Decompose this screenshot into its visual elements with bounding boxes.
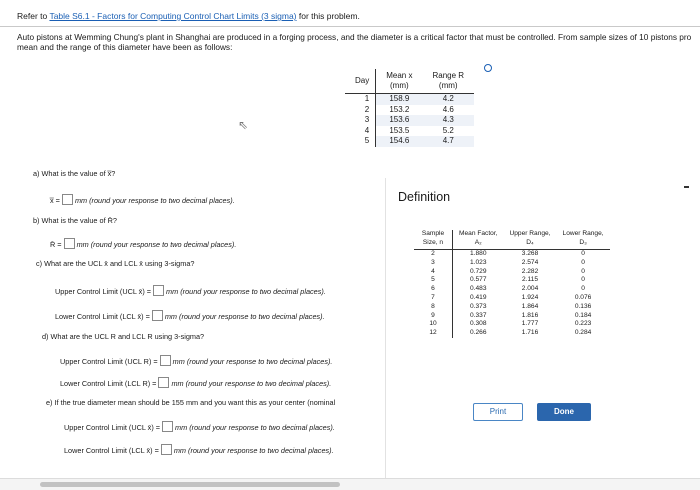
table-row: 2 153.2 4.6 [345, 105, 474, 116]
ucl-nominal-input[interactable] [162, 421, 173, 432]
definition-title: Definition [398, 190, 451, 204]
table-row: 4 0.729 2.282 0 [414, 268, 610, 277]
table-row: 7 0.419 1.924 0.076 [414, 294, 610, 303]
answer-a-row: x̿ = mm (round your response to two decimal places). [50, 196, 235, 205]
table-row: 5 154.6 4.7 [345, 136, 474, 147]
table-row: 8 0.373 1.864 0.136 [414, 303, 610, 312]
piston-data-table [345, 69, 474, 147]
table-row: 4 153.5 5.2 [345, 126, 474, 137]
print-button[interactable]: Print [473, 403, 523, 421]
answer-b-row: R̄ = mm (round your response to two decimal places). [50, 240, 237, 249]
minimize-icon[interactable] [684, 186, 689, 188]
question-b: b) What is the value of R̄? [33, 216, 117, 225]
answer-d-lcl-row: Lower Control Limit (LCL R) = mm (round your response to two decimal places). [60, 379, 332, 388]
answer-c-lcl-row: Lower Control Limit (LCL x̄) = mm (round your response to two decimal places). [55, 312, 325, 321]
mean-factor-header: Mean Factor, A₂ [453, 230, 504, 250]
lcl-r-input[interactable] [158, 377, 169, 388]
table-row: 3 1.023 2.574 0 [414, 259, 610, 268]
ucl-r-input[interactable] [160, 355, 171, 366]
question-d: d) What are the UCL R and LCL R using 3-sigma? [42, 332, 205, 341]
table-row: 5 0.577 2.115 0 [414, 276, 610, 285]
answer-e-ucl-row: Upper Control Limit (UCL x̄) = mm (round your response to two decimal places). [64, 423, 335, 432]
answer-c-ucl-row: Upper Control Limit (UCL x̄) = mm (round your response to two decimal places). [55, 287, 326, 296]
question-a: a) What is the value of x̿? [33, 169, 116, 178]
range-header: Range R (mm) [422, 69, 474, 94]
control-chart-factors-table [414, 230, 610, 338]
answer-e-lcl-row: Lower Control Limit (LCL x̄) = mm (round your response to two decimal places). [64, 446, 334, 455]
problem-reference [17, 11, 360, 21]
lower-range-header: Lower Range, D₃ [557, 230, 610, 250]
table-row: 1 158.9 4.2 [345, 94, 474, 105]
refer-suffix: for this problem. [296, 11, 360, 21]
upper-range-header: Upper Range, D₄ [503, 230, 556, 250]
table-row: 12 0.266 1.716 0.284 [414, 329, 610, 338]
xbarbar-input[interactable] [62, 194, 73, 205]
ucl-xbar-input[interactable] [153, 285, 164, 296]
mean-header: Mean x (mm) [376, 69, 423, 94]
day-header: Day [345, 69, 376, 94]
question-c: c) What are the UCL x̄ and LCL x̄ using 3-sigma? [36, 259, 195, 268]
lcl-xbar-input[interactable] [152, 310, 163, 321]
circle-icon[interactable] [484, 64, 492, 72]
intro-line-1: Auto pistons at Wemming Chung's plant in Shanghai are produced in a forging process, and the diameter is a critical factor that must be controlled. From sample sizes of 10 pistons pro [17, 32, 692, 42]
table-row: 2 1.880 3.268 0 [414, 250, 610, 259]
done-button[interactable]: Done [537, 403, 591, 421]
table-row: 3 153.6 4.3 [345, 115, 474, 126]
horizontal-scrollbar[interactable] [0, 478, 700, 490]
table-row: 10 0.308 1.777 0.223 [414, 320, 610, 329]
table-row: 9 0.337 1.816 0.184 [414, 312, 610, 321]
answer-d-ucl-row: Upper Control Limit (UCL R) = mm (round your response to two decimal places). [60, 357, 333, 366]
scrollbar-thumb[interactable] [40, 482, 340, 487]
header-divider [0, 26, 700, 27]
table-row: 6 0.483 2.004 0 [414, 285, 610, 294]
intro-line-2: mean and the range of this diameter have been as follows: [17, 42, 233, 52]
lcl-nominal-input[interactable] [161, 444, 172, 455]
rbar-input[interactable] [64, 238, 75, 249]
cursor-icon: ⇖ [238, 118, 249, 132]
table-link[interactable]: Table S6.1 - Factors for Computing Control Chart Limits (3 sigma) [49, 11, 297, 21]
question-e: e) If the true diameter mean should be 155 mm and you want this as your center (nominal [46, 398, 336, 407]
sample-size-header: Sample Size, n [414, 230, 453, 250]
problem-intro [17, 32, 691, 52]
refer-prefix: Refer to [17, 11, 50, 21]
